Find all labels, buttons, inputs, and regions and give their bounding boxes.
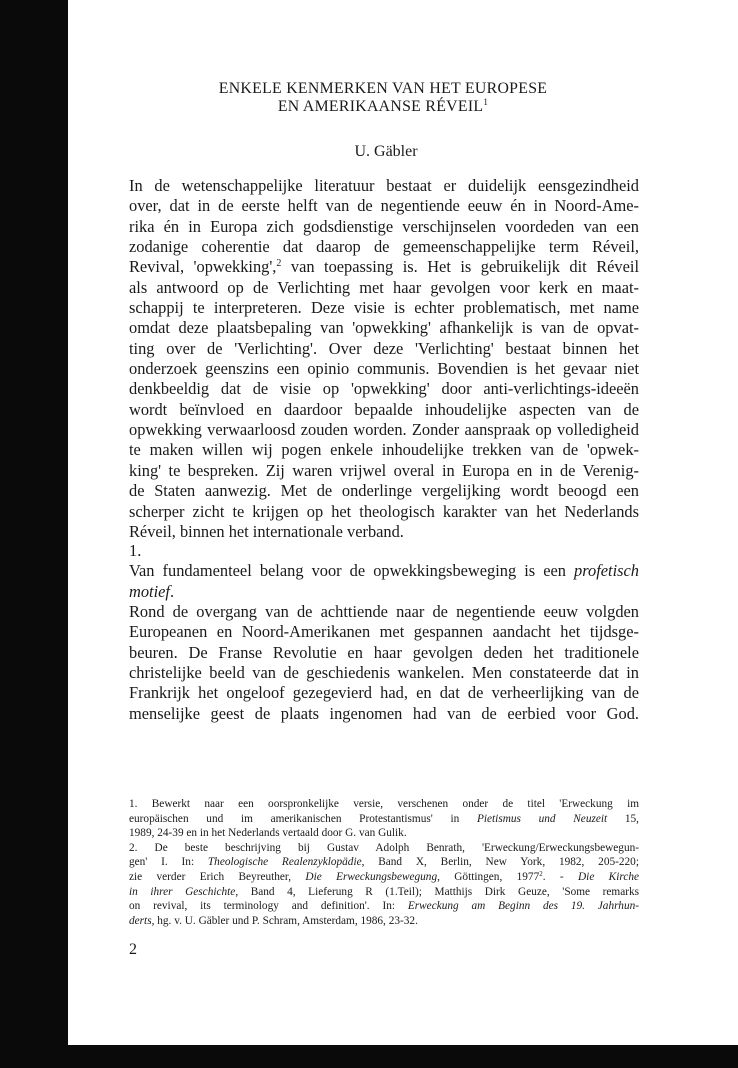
footnote-line [129, 899, 639, 914]
text-line: de Staten aanwezig. Met de onderlinge vergelijking wordt beoogd een [129, 481, 639, 501]
text-line: Rond de overgang van de achttiende naar de negentiende eeuw volgden [129, 602, 639, 622]
text-line: wordt beïnvloed en daardoor bepaalde inhoudelijke aspecten van de [129, 399, 639, 419]
text-line: In de wetenschappelijke literatuur bestaat er duidelijk eensgezindheid [129, 176, 639, 195]
footnote-line [129, 885, 639, 900]
text-segment: 15, [607, 812, 640, 825]
footnote-line [129, 812, 639, 827]
text-segment: gen' I. In: [129, 856, 208, 869]
author-name: U. Gäbler [354, 143, 418, 160]
text-line: omdat deze plaatsbepaling van 'opwekking' afhankelijk is van de opvat- [129, 318, 639, 338]
edition-superscript: 2 [539, 869, 543, 878]
document-page [68, 0, 738, 1045]
title-line-2-text: EN AMERIKAANSE RÉVEIL [277, 98, 484, 115]
text-segment: van toepassing is. Het is gebruikelijk dit Réveil [281, 257, 639, 277]
text-line: denkbeeldig dat de visie op 'opwekking' door anti-verlichtings-ideeën [129, 379, 639, 399]
emphasis: Die Kirche [578, 870, 639, 883]
footnote-line: 2. De beste beschrijving bij Gustav Adolph Benrath, 'Erweckung/Erweckungsbewegun- [129, 841, 639, 854]
text-line [129, 561, 639, 581]
text-segment: , hg. v. U. Gäbler und P. Schram, Amsterdam, 1986, 23-32. [151, 914, 418, 927]
emphasis: in ihrer Geschichte [129, 885, 236, 898]
text-line: schappij te interpreteren. Deze visie is echter problematisch, met name [129, 298, 639, 318]
section-1 [129, 541, 639, 724]
page-number: 2 [129, 941, 137, 958]
title-line-1: ENKELE KENMERKEN VAN HET EUROPESE [218, 80, 548, 97]
text-line: zodanige coherentie dat daarop de gemeenschappelijke term Réveil, [129, 237, 639, 257]
text-segment: . [169, 581, 175, 601]
footnote-line: 1. Bewerkt naar een oorspronkelijke versie, verschenen onder de titel 'Erweckung im [129, 798, 639, 810]
text-line: als antwoord op de Verlichting met haar gevolgen voor kerk en maat- [129, 277, 639, 297]
text-line: Réveil, binnen het internationale verband. [129, 521, 404, 541]
emphasis: derts [129, 914, 152, 927]
title-line-2 [68, 98, 698, 116]
footnote-ref-2[interactable]: 2 [276, 258, 282, 270]
intro-paragraph [129, 176, 639, 542]
text-line: opwekking verwaarloosd zouden worden. Zonder aanspraak op volledigheid [129, 420, 639, 440]
text-line: ting over de 'Verlichting'. Over deze 'Verlichting' bestaat binnen het [129, 338, 639, 358]
text-line: Europeanen en Noord-Amerikanen met gespannen aandacht het tijdsge- [129, 622, 639, 642]
text-segment: , Band 4, Lieferung R (1.Teil); Matthijs Dirk Geuze, 'Some remarks [235, 885, 640, 898]
emphasis: motief [129, 581, 170, 601]
scan-border-bottom [0, 1045, 738, 1068]
section-number: 1. [129, 541, 142, 560]
text-segment: , Göttingen, 1977 [437, 870, 540, 883]
text-line [129, 257, 639, 277]
emphasis: Theologische Realenzyklopädie [207, 856, 362, 869]
footnote-line [129, 914, 639, 929]
emphasis: Erweckung am Beginn des 19. Jahrhun- [407, 900, 640, 913]
footnote-line [129, 870, 639, 885]
text-line: christelijke beeld van de geschiedenis wankelen. Men constateerde dat in [129, 663, 639, 683]
scan-border-left [0, 0, 68, 1068]
text-line: Frankrijk het ongeloof gezegevierd had, en dat de verheerlijking van de [129, 683, 639, 703]
text-segment: zie verder Erich Beyreuther, [129, 870, 306, 883]
text-segment: , Band X, Berlin, New York, 1982, 205-220; [361, 856, 639, 869]
text-segment: Van fundamenteel belang voor de opwekkingsbeweging is een [129, 561, 575, 581]
text-line: king' te bespreken. Zij waren vrijwel overal in Europa en in de Verenig- [129, 460, 639, 480]
text-line [129, 582, 639, 602]
emphasis: Pietismus und Neuzeit [476, 812, 608, 825]
footnote-ref-1[interactable]: 1 [483, 97, 489, 107]
text-line: beuren. De Franse Revolutie en haar gevolgen deden het traditionele [129, 642, 639, 662]
text-segment: europäischen und im amerikanischen Protestantismus' in [129, 812, 477, 825]
text-segment: . - [542, 870, 579, 883]
text-segment: on revival, its terminology and definition'. In: [129, 900, 408, 913]
text-line: te maken willen wij pogen enkele inhoudelijke trekken van de 'opwek- [129, 440, 639, 460]
emphasis: profetisch [574, 561, 639, 581]
text-line: onderzoek geenszins een opinio communis. Bovendien is het gevaar niet [129, 359, 639, 379]
text-line: over, dat in de eerste helft van de negentiende eeuw én in Noord-Ame- [129, 196, 639, 216]
text-segment: Revival, 'opwekking', [129, 257, 277, 277]
text-line: scherper zicht te krijgen op het theologisch karakter van het Nederlands [129, 501, 639, 521]
footnotes [129, 797, 639, 928]
footnote-line [129, 855, 639, 870]
article-title [68, 80, 698, 116]
emphasis: Die Erweckungsbewegung [305, 870, 438, 883]
footnote-line: 1989, 24-39 en in het Nederlands vertaald door G. van Gulik. [129, 827, 407, 840]
text-line: menselijke geest de plaats ingenomen had van de eerbied voor God. [129, 703, 639, 723]
text-line: rika én in Europa zich godsdienstige verschijnselen voordeden van een [129, 216, 639, 236]
